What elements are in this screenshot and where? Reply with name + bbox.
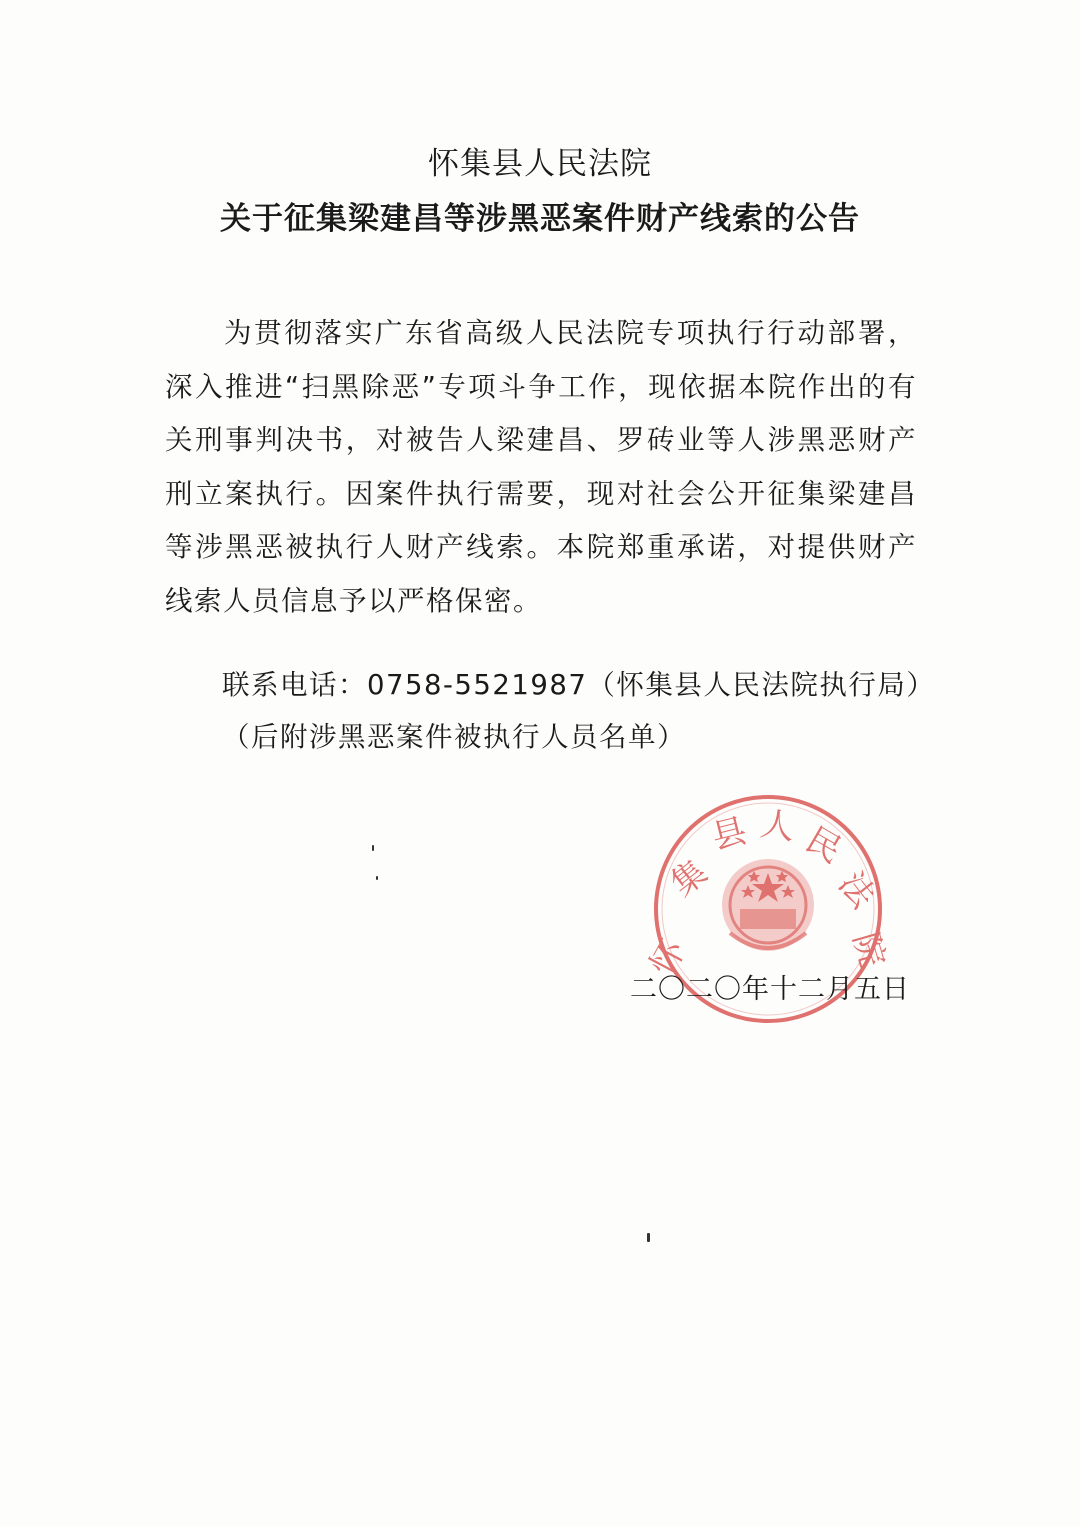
- body-paragraph: 为贯彻落实广东省高级人民法院专项执行行动部署，深入推进“扫黑除恶”专项斗争工作，现依据本院作出的有关刑事判决书，对被告人梁建昌、罗砖业等人涉黑恶财产刑立案执行。因案件执行需要，现对社会公开征集梁建昌等涉黑恶被执行人财产线索。本院郑重承诺，对提供财产线索人员信息予以严格保密。: [165, 317, 917, 617]
- notice-title: 关于征集梁建昌等涉黑恶案件财产线索的公告: [220, 201, 860, 237]
- court-name-heading: 怀集县人民法院: [428, 146, 652, 182]
- svg-text:集: 集: [663, 852, 715, 905]
- svg-text:院: 院: [844, 928, 893, 972]
- scan-speck: [647, 1233, 650, 1242]
- svg-text:法: 法: [830, 864, 883, 916]
- svg-text:人: 人: [757, 803, 798, 849]
- svg-text:怀: 怀: [642, 933, 694, 983]
- issue-date: 二〇二〇年十二月五日: [630, 974, 910, 1005]
- scan-speck: [376, 876, 378, 880]
- svg-text:县: 县: [708, 810, 751, 858]
- appendix-note: （后附涉黑恶案件被执行人员名单）: [222, 721, 686, 753]
- national-emblem-icon: [722, 859, 814, 951]
- scan-speck: [372, 845, 374, 851]
- contact-phone-line: 联系电话：0758-5521987（怀集县人民法院执行局）: [222, 669, 936, 701]
- svg-text:民: 民: [798, 819, 849, 872]
